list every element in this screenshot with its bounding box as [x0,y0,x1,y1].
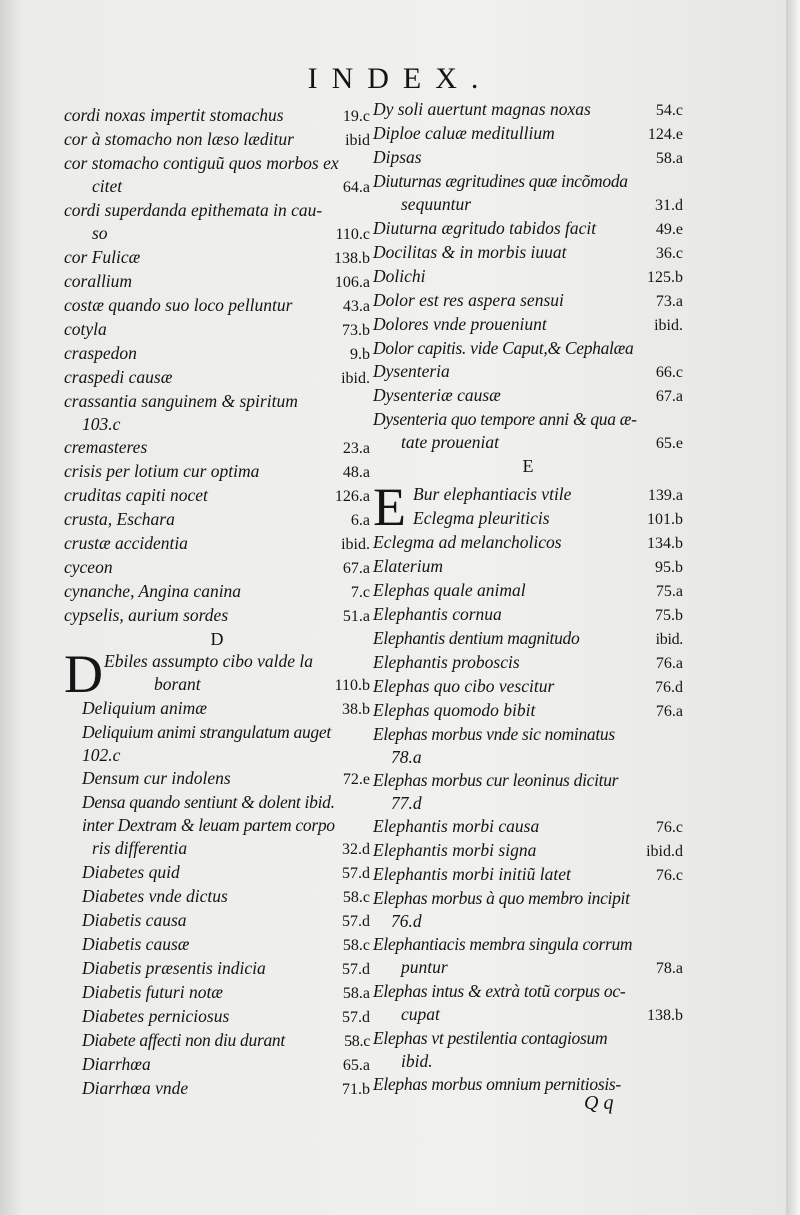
index-entry: Elephantis dentium magnitudo ibid. [373,628,683,648]
index-entry: craspedi causæ ibid. [64,367,370,387]
entries-e-list [373,531,683,1096]
index-entry: Dolores vnde proueniunt ibid. [373,314,683,334]
index-entry: Elephantis cornua 75.b [373,604,683,624]
index-entry: 103.c [82,414,121,434]
index-entry: cordi superdanda epithemata in cau- [64,200,323,220]
page-header: INDEX. [307,62,493,95]
index-entry: Elephas vt pestilentia contagiosum [373,1028,608,1048]
index-entry: cruditas capiti nocet 126.a [64,485,370,505]
index-entry: Diabetis præsentis indicia 57.d [82,958,370,978]
index-entry: Diploe caluæ meditullium 124.e [373,123,683,143]
index-entry: Dysenteria quo tempore anni & qua æ- [373,409,637,429]
index-entry: 77.d [391,793,422,813]
index-entry: crusta, Eschara 6.a [64,509,370,529]
index-entry: Docilitas & in morbis iuuat 36.c [373,242,683,262]
index-entry: Diabetes vnde dictus 58.c [82,886,370,906]
index-entry: Diabetes quid 57.d [82,862,370,882]
index-entry: Dolichi 125.b [373,266,683,286]
index-entry: crassantia sanguinem & spiritum [64,391,298,411]
index-entry: Elephantis morbi signa ibid.d [373,840,683,860]
index-entry: Dolor est res aspera sensui 73.a [373,290,683,310]
catchword: Q q [584,1092,614,1114]
entries-d-list [64,697,370,1101]
index-entry: borant 110.b [154,674,370,694]
index-entry: crisis per lotium cur optima 48.a [64,461,370,481]
index-entry: 76.d [391,911,422,931]
index-entry: Elephas morbus cur leoninus dicitur [373,770,619,790]
index-entry: citet 64.a [92,176,370,196]
drop-cap-d: D [64,644,103,704]
entries-d-continued-list [373,98,683,455]
section-letter-e: E [522,456,534,476]
index-entry: 102.c [82,745,121,765]
left-column [64,104,370,1101]
drop-cap-entry [373,477,683,537]
index-entry: Deliquium animi strangulatum auget [82,722,331,742]
index-entry: crustæ accidentia ibid. [64,533,370,553]
index-entry: cor stomacho contiguũ quos morbos ex [64,153,339,173]
index-entry: Densa quando sentiunt & dolent ibid. [82,792,335,812]
page-edge [786,0,800,1215]
index-entry: Elephas morbus omnium pernitiosis- [373,1074,621,1094]
index-entry: corallium 106.a [64,271,370,291]
index-entry: Diabete affecti non diu durant 58.c [82,1030,370,1050]
index-entry: puntur 78.a [401,957,683,977]
index-entry: Ebiles assumpto cibo valde la [104,651,314,671]
index-entry: Elaterium 95.b [373,556,683,576]
drop-cap-e: E [373,477,406,537]
index-entry: cyceon 67.a [64,557,370,577]
index-entry: Diabetis causæ 58.c [82,934,370,954]
index-entry: Elephas quale animal 75.a [373,580,683,600]
index-entry: cor Fulicæ 138.b [64,247,370,267]
index-entry: Deliquium animæ 38.b [82,698,370,718]
section-letter-d: D [210,629,224,649]
index-entry: Dysenteriæ causæ 67.a [373,385,683,405]
index-entry: Densum cur indolens 72.e [82,768,370,788]
index-entry: 78.a [391,747,422,767]
index-entry: Elephantis morbi initiũ latet 76.c [373,864,683,884]
index-entry: sequuntur 31.d [401,194,683,214]
index-entry: Elephas intus & extrà totũ corpus oc- [373,981,626,1001]
index-entry: Elephantis morbi causa 76.c [373,816,683,836]
index-entry: Diuturnas ægritudines quæ incõmoda [373,171,628,191]
entries-c-list [64,104,370,628]
index-entry: cupat 138.b [401,1004,683,1024]
index-entry: Diabetis futuri notæ 58.a [82,982,370,1002]
index-entry: craspedon 9.b [64,343,370,363]
right-column [373,98,683,1096]
index-entry: Elephantiacis membra singula corrum [373,934,633,954]
index-entry: cor à stomacho non læso læditur ibid [64,129,370,149]
index-entry: Diuturna ægritudo tabidos facit 49.e [373,218,683,238]
index-entry: costæ quando suo loco pelluntur 43.a [64,295,370,315]
index-entry: Dy soli auertunt magnas noxas 54.c [373,99,683,119]
index-entry: Diarrhœa vnde 71.b [82,1078,370,1098]
index-entry: Elephas morbus vnde sic nominatus [373,724,615,744]
drop-cap-entry [64,644,370,704]
index-entry: Dolor capitis. vide Caput,& Cephalæa [373,338,634,358]
index-entry: inter Dextram & leuam partem corpo [82,815,335,835]
index-entry: Eclegma ad melancholicos 134.b [373,532,683,552]
index-entry: Elephas morbus à quo membro incipit [373,888,630,908]
index-entry: Dipsas 58.a [373,147,683,167]
index-entry: Diabetes perniciosus 57.d [82,1006,370,1026]
index-entry: Elephas quo cibo vescitur 76.d [373,676,683,696]
index-entry: ibid. [401,1051,433,1071]
index-entry: cypselis, aurium sordes 51.a [64,605,370,625]
index-entry: Elephantis proboscis 76.a [373,652,683,672]
index-entry: tate proueniat 65.e [401,432,683,452]
index-entry: so 110.c [92,223,370,243]
index-entry: Dysenteria 66.c [373,361,683,381]
index-entry: cynanche, Angina canina 7.c [64,581,370,601]
index-entry: cordi noxas impertit stomachus 19.c [64,105,370,125]
index-entry: Diabetis causa 57.d [82,910,370,930]
index-entry: ris differentia 32.d [92,838,370,858]
index-entry: Elephas quomodo bibit 76.a [373,700,683,720]
index-entry: Bur elephantiacis vtile 139.a [413,484,683,504]
index-entry: cotyla 73.b [64,319,370,339]
index-entry: Eclegma pleuriticis 101.b [413,508,683,528]
index-entry: Diarrhœa 65.a [82,1054,370,1074]
index-entry: cremasteres 23.a [64,437,370,457]
